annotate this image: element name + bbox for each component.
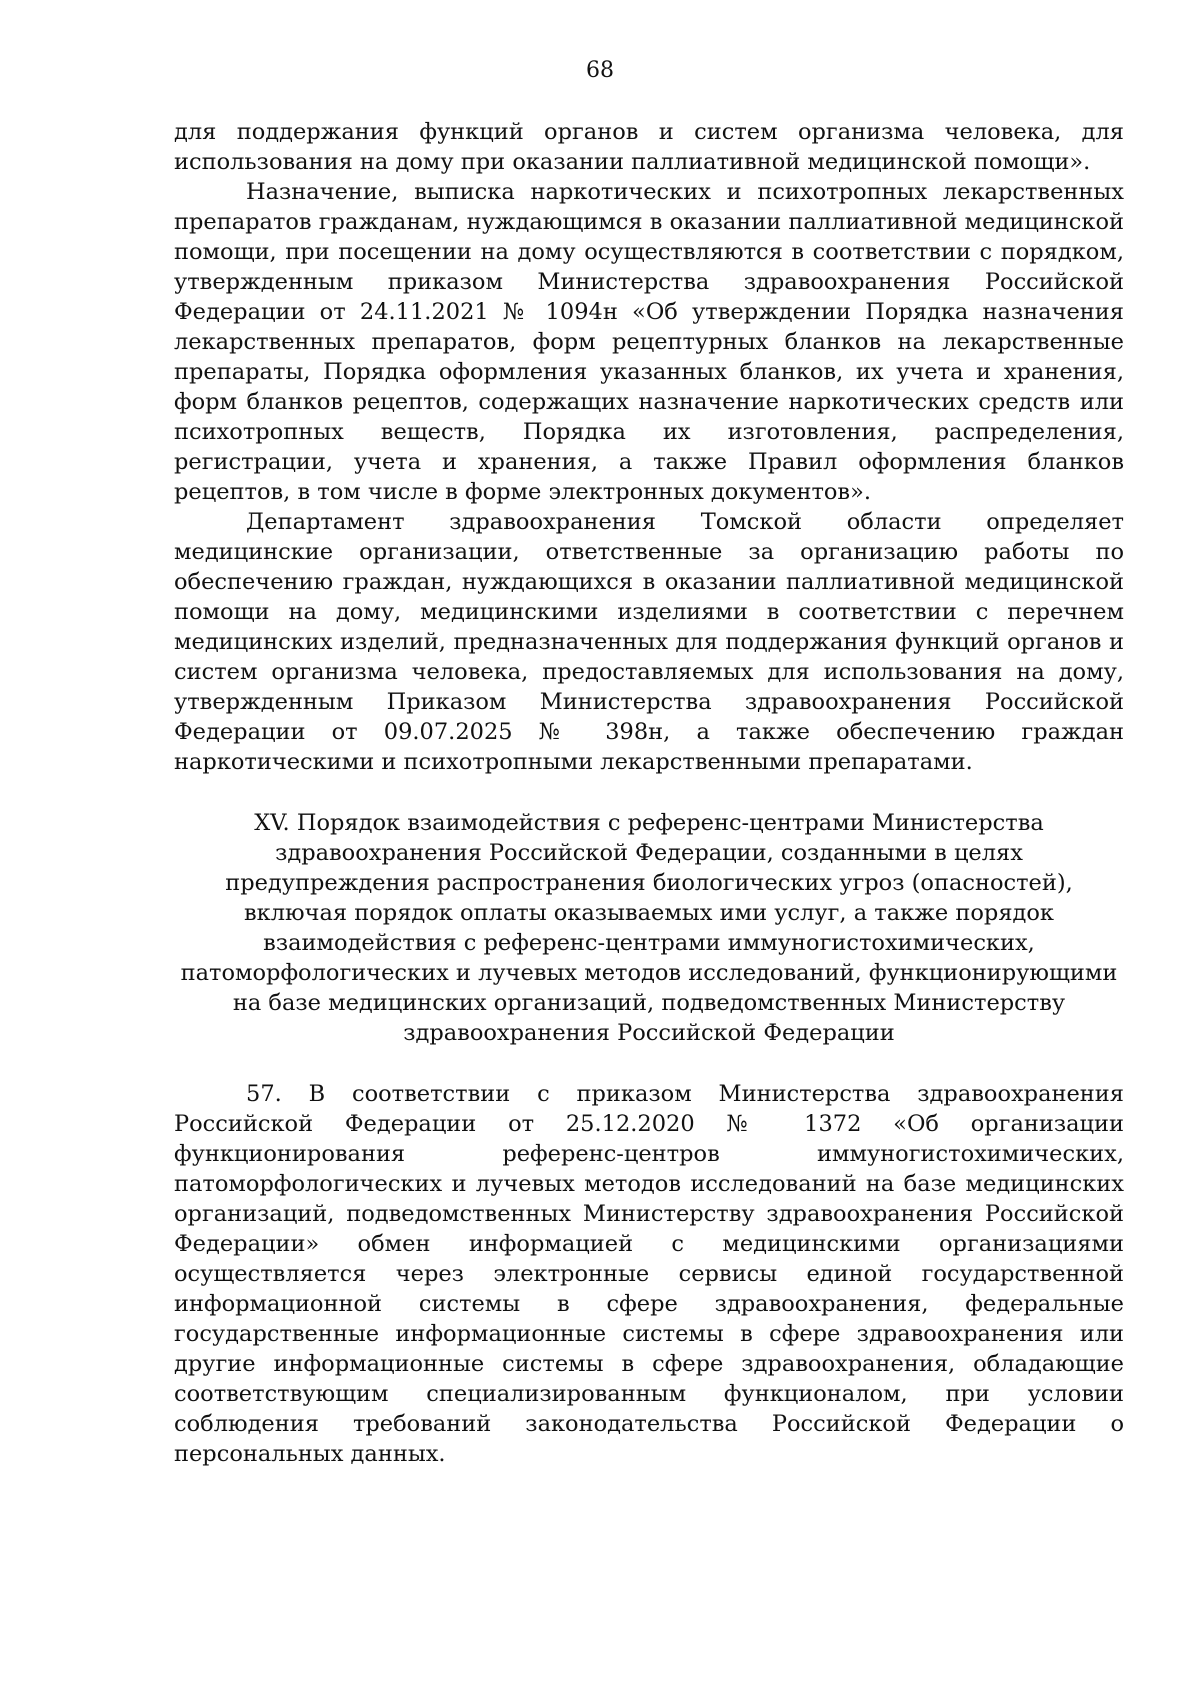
paragraph-tomsk-department: Департамент здравоохранения Томской области определяет медицинские организации, ответственные за организацию работы по обеспечению граждан, нуждающихся в оказании паллиативной медицинской помощи на дому, медицинскими изделиями в соответствии с перечнем медицинских изделий, предназначенных для поддержания функций органов и систем организма человека, предоставляемых для использования на дому, утвержденным Приказом Министерства здравоохранения Российской Федерации от 09.07.2025 № 398н, а также обеспечению граждан наркотическими и психотропными лекарственными препаратами. [174,509,1124,775]
section-heading-xv: XV. Порядок взаимодействия с референс-центрами Министерства здравоохранения Российской Федерации, созданными в целях предупреждения распространения биологических угроз (опасностей), включая порядок оплаты оказываемых ими услуг, а также порядок взаимодействия с референс-центрами иммуногистохимических, патоморфологических и лучевых методов исследований, функционирующими на базе медицинских организаций, подведомственных Министерству здравоохранения Российской Федерации [180,810,1118,1046]
page-number: 68 [586,58,614,83]
paragraph-narcotic-prescription: Назначение, выписка наркотических и психотропных лекарственных препаратов гражданам, нуждающимся в оказании паллиативной медицинской помощи, при посещении на дому осуществляются в соответствии с порядком, утвержденным приказом Министерства здравоохранения Российской Федерации от 24.11.2021 № 1094н «Об утверждении Порядка назначения лекарственных препаратов, форм рецептурных бланков на лекарственные препараты, Порядка оформления указанных бланков, их учета и хранения, форм бланков рецептов, содержащих назначение наркотических средств или психотропных веществ, Порядка их изготовления, распределения, регистрации, учета и хранения, а также Правил оформления бланков рецептов, в том числе в форме электронных документов». [174,179,1124,505]
document-body [174,117,1124,1469]
paragraph-57: 57. В соответствии с приказом Министерства здравоохранения Российской Федерации от 25.12.2020 № 1372 «Об организации функционирования референс-центров иммуногистохимических, патоморфологических и лучевых методов исследований на базе медицинских организаций, подведомственных Министерству здравоохранения Российской Федерации» обмен информацией с медицинскими организациями осуществляется через электронные сервисы единой государственной информационной системы в сфере здравоохранения, федеральные государственные информационные системы в сфере здравоохранения или другие информационные системы в сфере здравоохранения, обладающие соответствующим специализированным функционалом, при условии соблюдения требований законодательства Российской Федерации о персональных данных. [174,1081,1124,1467]
paragraph-continuation: для поддержания функций органов и систем организма человека, для использования на дому при оказании паллиативной медицинской помощи». [174,119,1124,175]
